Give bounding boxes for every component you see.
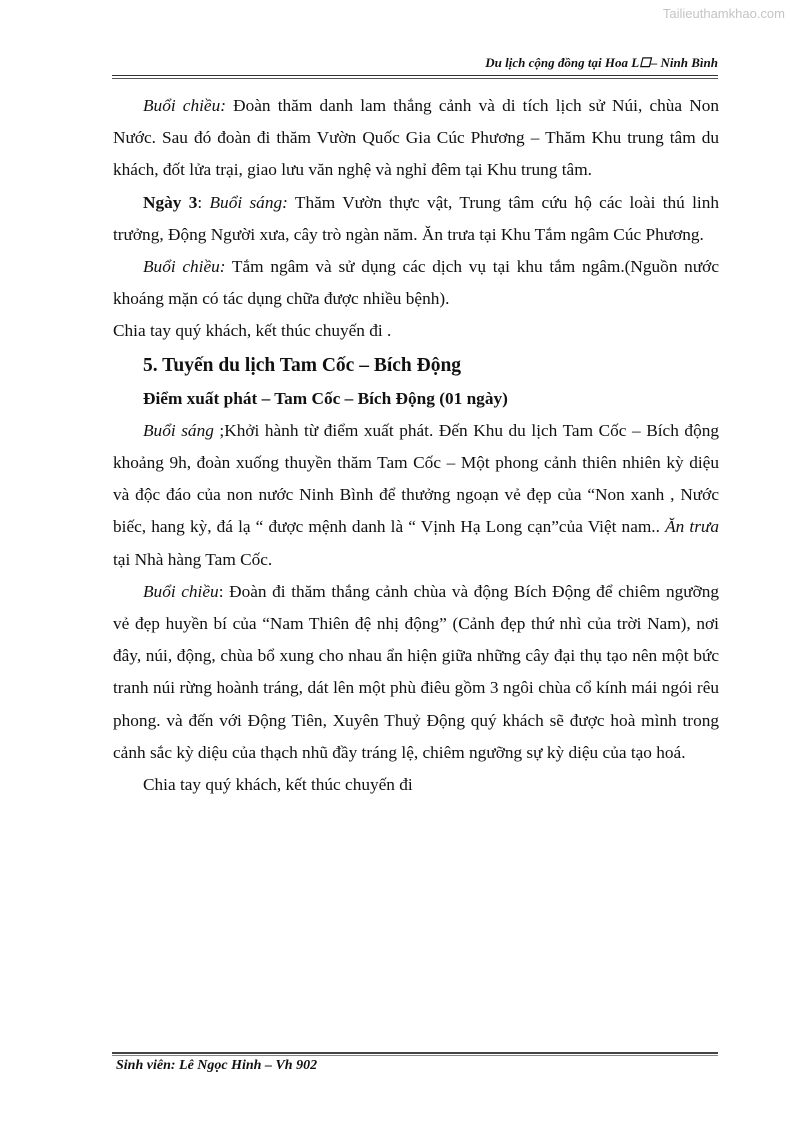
paragraph-afternoon-day3 bbox=[113, 251, 719, 315]
paragraph-text: : Đoàn đi thăm thắng cảnh chùa và động Bích Động để chiêm ngưỡng vẻ đẹp huyền bí của “Nam Thiên đệ nhị động” (Cảnh đẹp thứ nhì của trời Nam), nơi đây, núi, động, chùa bổ xung cho nhau ẩn hiện giữa những cây đại thụ tạo nên một bức tranh núi rừng hoành tráng, dát lên một phù điêu gồm 3 ngôi chùa cổ kính mái ngói rêu phong. và đến với Động Tiên, Xuyên Thuỷ Động quý khách sẽ được hoà mình trong cảnh sắc kỳ diệu của thạch nhũ đầy tráng lệ, chiêm ngưỡng sự kỳ diệu của tạo hoá. bbox=[113, 581, 720, 762]
session-label: Buổi chiều: bbox=[143, 96, 226, 115]
paragraph-morning bbox=[113, 415, 719, 576]
section-heading: 5. Tuyến du lịch Tam Cốc – Bích Động bbox=[143, 354, 462, 376]
footer-divider bbox=[112, 1052, 718, 1056]
session-label: Buổi chiều: bbox=[143, 257, 226, 277]
paragraph-text: Thăm Vườn thực vật, Trung tâm cứu hộ các loài thú linh trưởng, Động Người xưa, cây trò ngàn năm. Ăn trưa tại Khu Tắm ngâm Cúc Phương. bbox=[113, 192, 720, 244]
session-label: Buổi chiều bbox=[143, 581, 219, 601]
separator: : bbox=[197, 192, 210, 212]
paragraph-farewell: Chia tay quý khách, kết thúc chuyến đi . bbox=[113, 321, 392, 341]
section-subheading: Điểm xuất phát – Tam Cốc – Bích Động (01 ngày) bbox=[143, 388, 508, 408]
watermark: Tailieuthamkhao.com bbox=[662, 6, 785, 21]
paragraph-text: ;Khởi hành từ điểm xuất phát. Đến Khu du lịch Tam Cốc – Bích động khoảng 9h, đoàn xuống thuyền thăm Tam Cốc – Một phong cảnh thiên nhiên kỳ diệu và độc đáo của non nước Ninh Bình để thưởng ngoạn vẻ đẹp của “Non xanh , Nước biếc, hang kỳ, đá lạ “ được mệnh danh là “ Vịnh Hạ Long cạn”của Việt nam.. bbox=[113, 420, 719, 537]
paragraph-text: tại Nhà hàng Tam Cốc. bbox=[113, 549, 273, 569]
paragraph-farewell-final: Chia tay quý khách, kết thúc chuyến đi bbox=[143, 775, 413, 795]
document-body bbox=[113, 90, 719, 801]
session-label: Buổi sáng: bbox=[209, 192, 288, 212]
day-label: Ngày 3 bbox=[143, 192, 198, 212]
paragraph-text: Đoàn thăm danh lam thắng cảnh và di tích lịch sử Núi, chùa Non Nước. Sau đó đoàn đi thăm Vườn Quốc Gia Cúc Phương – Thăm Khu trung tâm du khách, đốt lửa trại, giao lưu văn nghệ và nghỉ đêm tại Khu trung tâm. bbox=[113, 96, 719, 180]
paragraph-text: Tắm ngâm và sử dụng các dịch vụ tại khu tắm ngâm.(Nguồn nước khoáng mặn có tác dụng chữa được nhiều bệnh). bbox=[113, 257, 719, 309]
paragraph-day3 bbox=[113, 187, 719, 251]
paragraph-afternoon bbox=[113, 576, 719, 769]
paragraph-afternoon-day2 bbox=[113, 90, 719, 187]
lunch-label: Ăn trưa bbox=[665, 517, 719, 537]
header-divider bbox=[112, 75, 718, 79]
page-footer: Sinh viên: Lê Ngọc Hinh – Vh 902 bbox=[116, 1058, 318, 1073]
session-label: Buổi sáng bbox=[143, 420, 214, 440]
page-header: Du lịch cộng đồng tại Hoa L☐– Ninh Bình bbox=[485, 55, 718, 70]
